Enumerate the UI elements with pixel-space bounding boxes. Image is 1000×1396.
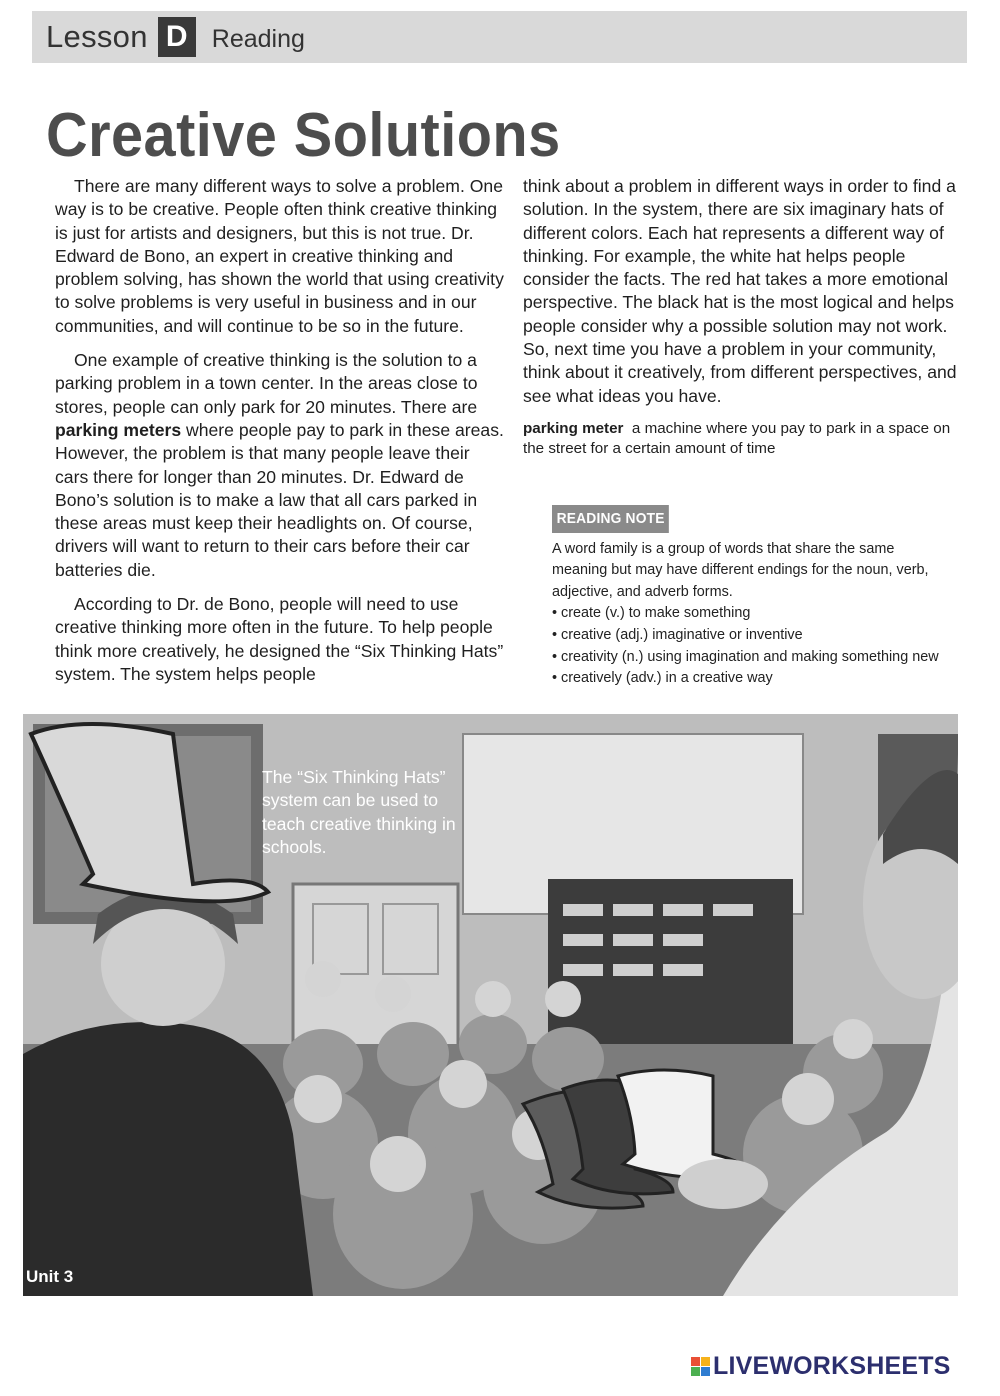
page-title: Creative Solutions (46, 101, 561, 170)
logo-square-green (691, 1367, 700, 1376)
article-paragraph-3: According to Dr. de Bono, people will need to use creative thinking more often in the future. To help people think more creatively, he designed the “Six Thinking Hats” system. The system helps people (55, 594, 504, 684)
article-paragraph-3-continued: think about a problem in different ways in order to find a solution. In the system, there are six imaginary hats of different colors. Each hat represents a different way of thinking. For example, the white hat helps people consider the facts. The red hat takes a more emotional perspective. The black hat is the most logical and helps people consider why a possible solution may not work. So, next time you have a problem in your community, think about it creatively, from different perspectives, and see what ideas you have. (523, 176, 957, 406)
article-right-column (523, 175, 968, 460)
reading-note-heading: READING NOTE (552, 505, 669, 533)
lesson-letter-badge: D (158, 17, 196, 57)
photo-caption: The “Six Thinking Hats” system can be used to teach creative thinking in schools. (262, 767, 456, 857)
keyword-parking-meters: parking meters (55, 419, 182, 440)
classroom-illustration (23, 714, 958, 1296)
article-left-column (55, 175, 505, 697)
paragraph-2-text-b: where people pay to park in these areas. However, the problem is that many people leave their cars there for longer than 20 minutes. Dr. Edward de Bono’s solution is to make a law that all cars parked in these areas must keep their headlights on. Of course, drivers will want to return to their cars before their car batteries die. (55, 419, 504, 580)
lesson-header-bar (32, 11, 967, 63)
liveworksheets-logo-icon (691, 1357, 710, 1376)
lesson-section-label: Reading (211, 24, 305, 53)
glossary-entry (523, 419, 968, 460)
article-paragraph-1: There are many different ways to solve a problem. One way is to be creative. People often think creative thinking is just for artists and designers, but this is not true. Dr. Edward de Bono, an expert in creative thinking and problem solving, has shown the world that using creativity to solve problems is very useful in business and in our communities, and will continue to be so in the future. (55, 176, 504, 336)
reading-note-box (552, 505, 952, 690)
glossary-definition: a machine where you pay to park in a space on the street for a certain amount of time (523, 419, 951, 458)
glossary-term: parking meter (523, 419, 624, 437)
liveworksheets-wordmark[interactable]: LIVEWORKSHEETS (713, 1352, 951, 1380)
paragraph-2-text-a: One example of creative thinking is the solution to a parking problem in a town center. In the areas close to stores, people can only park for 20 minutes. There are (55, 350, 478, 417)
word-family-list (552, 603, 952, 689)
list-item: • create (v.) to make something (552, 603, 952, 625)
classroom-photo (23, 714, 958, 1296)
list-item: • creativity (n.) using imagination and making something new (552, 647, 952, 669)
unit-label: Unit 3 (26, 1267, 74, 1286)
reading-note-intro: A word family is a group of words that share the same meaning but may have different endings for the noun, verb, adjective, and adverb forms. (552, 540, 929, 600)
logo-square-blue (701, 1367, 710, 1376)
article-paragraph-2 (55, 349, 505, 582)
logo-square-yellow (701, 1357, 710, 1366)
lesson-word: Lesson (46, 19, 148, 54)
liveworksheets-branding (691, 1352, 951, 1381)
list-item: • creative (adj.) imaginative or inventive (552, 625, 952, 647)
logo-square-red (691, 1357, 700, 1366)
list-item: • creatively (adv.) in a creative way (552, 668, 952, 690)
